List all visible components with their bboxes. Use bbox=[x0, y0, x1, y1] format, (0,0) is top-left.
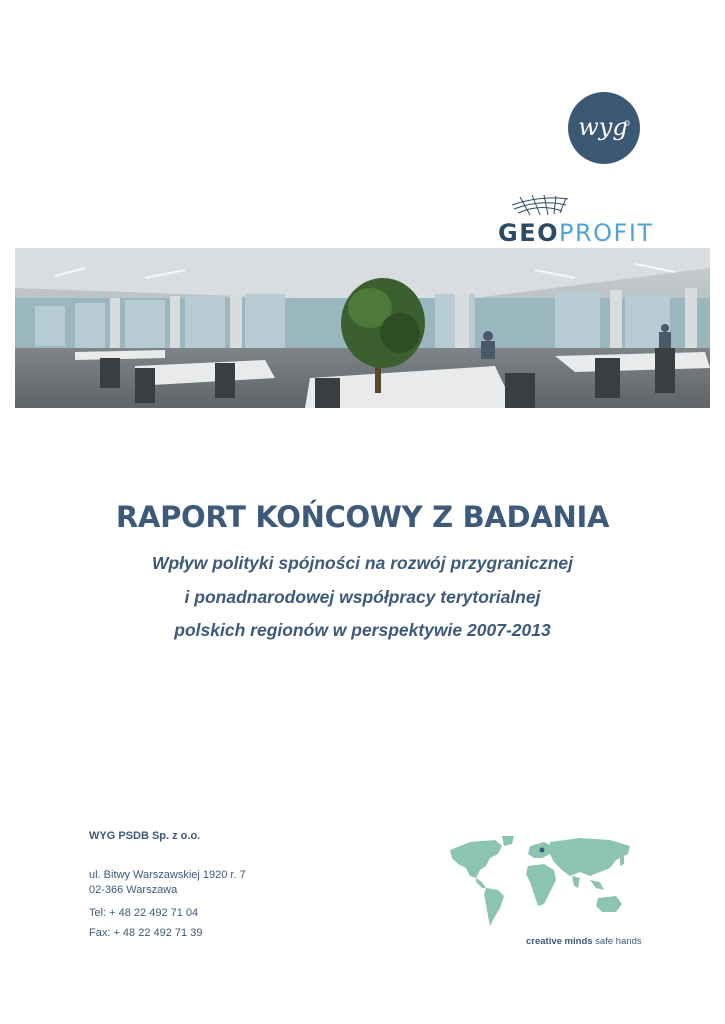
geoprofit-grid-icon bbox=[510, 193, 570, 217]
geoprofit-logo-part1: GEO bbox=[498, 219, 559, 247]
company-city: 02-366 Warszawa bbox=[89, 884, 178, 896]
company-fax: Fax: + 48 22 492 71 39 bbox=[89, 927, 203, 939]
subtitle-line-3: polskich regionów w perspektywie 2007-2013 bbox=[174, 620, 551, 640]
slogan bbox=[526, 936, 642, 947]
subtitle-line-1: Wpływ polityki spójności na rozwój przygranicznej bbox=[151, 553, 574, 573]
subtitle-line-2: i ponadnarodowej współpracy terytorialnej bbox=[184, 587, 541, 607]
wyg-logo bbox=[568, 92, 640, 164]
world-map-icon bbox=[440, 832, 640, 932]
report-title: RAPORT KOŃCOWY Z BADANIA bbox=[115, 500, 610, 534]
company-phone: Tel: + 48 22 492 71 04 bbox=[89, 907, 199, 919]
slogan-bold: creative minds bbox=[526, 936, 593, 947]
geoprofit-logo bbox=[498, 218, 690, 248]
wyg-logo-text: wyg bbox=[578, 113, 628, 141]
office-photo bbox=[15, 248, 710, 408]
company-street: ul. Bitwy Warszawskiej 1920 r. 7 bbox=[89, 869, 246, 881]
slogan-normal: safe hands bbox=[592, 936, 642, 947]
company-name: WYG PSDB Sp. z o.o. bbox=[89, 830, 201, 842]
geoprofit-logo-part2: PROFIT bbox=[559, 219, 654, 247]
